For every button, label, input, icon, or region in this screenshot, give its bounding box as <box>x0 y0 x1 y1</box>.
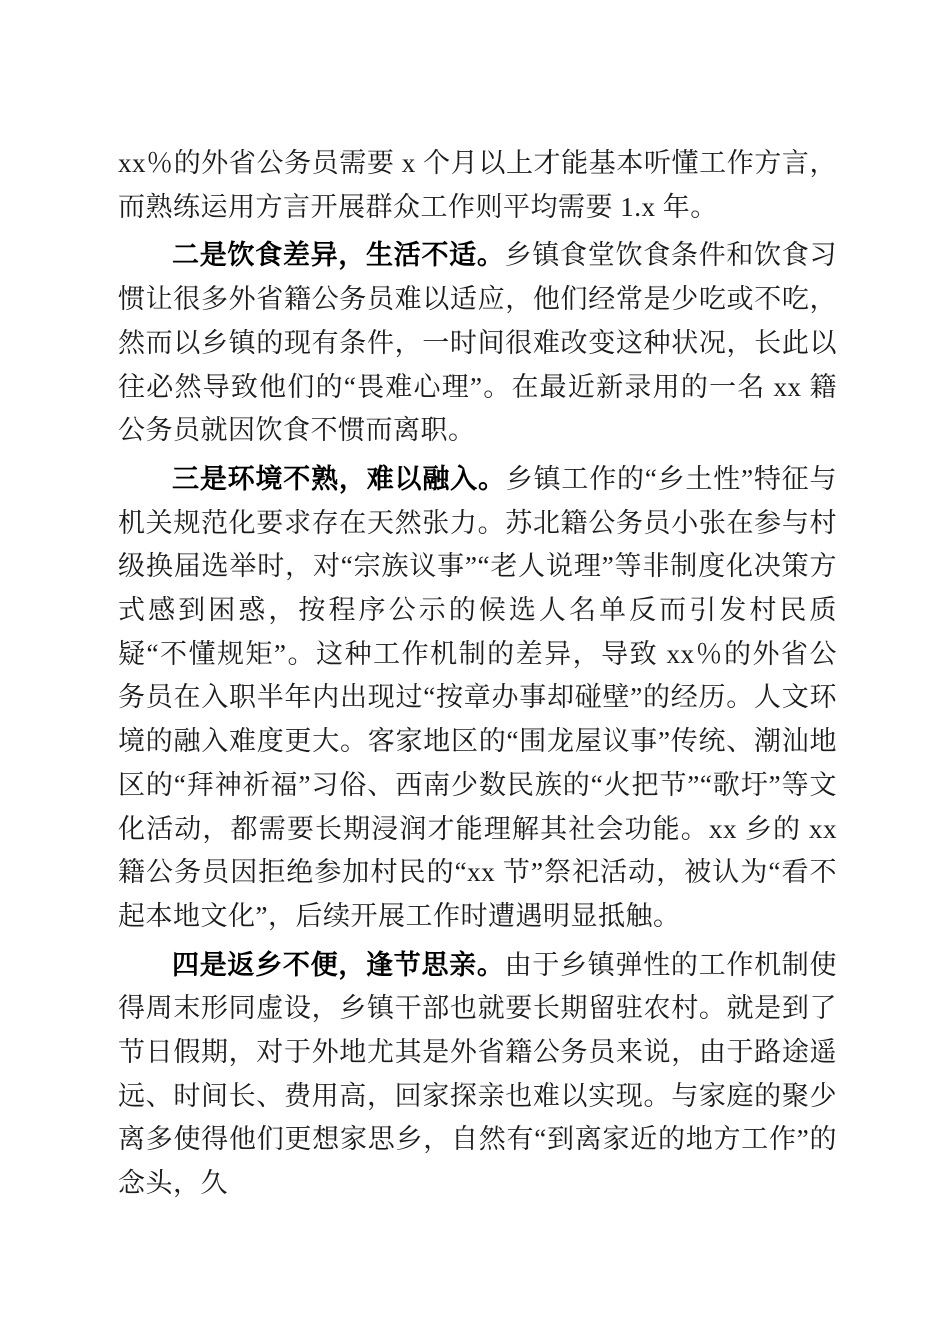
document-content <box>118 142 837 1211</box>
paragraph-text: 由于乡镇弹性的工作机制使得周末形同虚设，乡镇干部也就要长期留驻农村。就是到了节日假期，对于外地尤其是外省籍公务员来说，由于路途遥远、时间长、费用高，回家探亲也难以实现。与家庭的聚少离多使得他们更想家思乡，自然有“到离家近的地方工作”的念头，久 <box>118 949 838 1199</box>
paragraph-point-four <box>118 944 837 1206</box>
paragraph-text: xx％的外省公务员需要 x 个月以上才能基本听懂工作方言，而熟练运用方言开展群众工作则平均需要 1.x 年。 <box>118 148 837 222</box>
paragraph-continuation <box>118 142 837 229</box>
paragraph-text: 乡镇工作的“乡土性”特征与机关规范化要求存在天然张力。苏北籍公务员小张在参与村级换届选举时，对“宗族议事”“老人说理”等非制度化决策方式感到困惑，按程序公示的候选人名单反而引发村民质疑“不懂规矩”。这种工作机制的差异，导致 xx％的外省公务员在入职半年内出现过“按章办事却碰壁”的经历。人文环境的融入难度更大。客家地区的“围龙屋议事”传统、潮汕地区的“拜神祈福”习俗、西南少数民族的“火把节”“歌圩”等文化活动，都需要长期浸润才能理解其社会功能。xx 乡的 xx 籍公务员因拒绝参加村民的“xx 节”祭祀活动，被认为“看不起本地文化”，后续开展工作时遭遇明显抵触。 <box>118 463 837 931</box>
paragraph-point-two <box>118 234 837 453</box>
paragraph-lead-bold: 二是饮食差异，生活不适。 <box>172 240 505 271</box>
paragraph-point-three <box>118 458 837 939</box>
paragraph-text: 乡镇食堂饮食条件和饮食习惯让很多外省籍公务员难以适应，他们经常是少吃或不吃，然而以乡镇的现有条件，一时间很难改变这种状况，长此以往必然导致他们的“畏难心理”。在最近新录用的一名 xx 籍公务员就因饮食不惯而离职。 <box>118 240 838 446</box>
paragraph-lead-bold: 三是环境不熟，难以融入。 <box>172 463 506 494</box>
paragraph-lead-bold: 四是返乡不便，逢节思亲。 <box>172 949 505 980</box>
